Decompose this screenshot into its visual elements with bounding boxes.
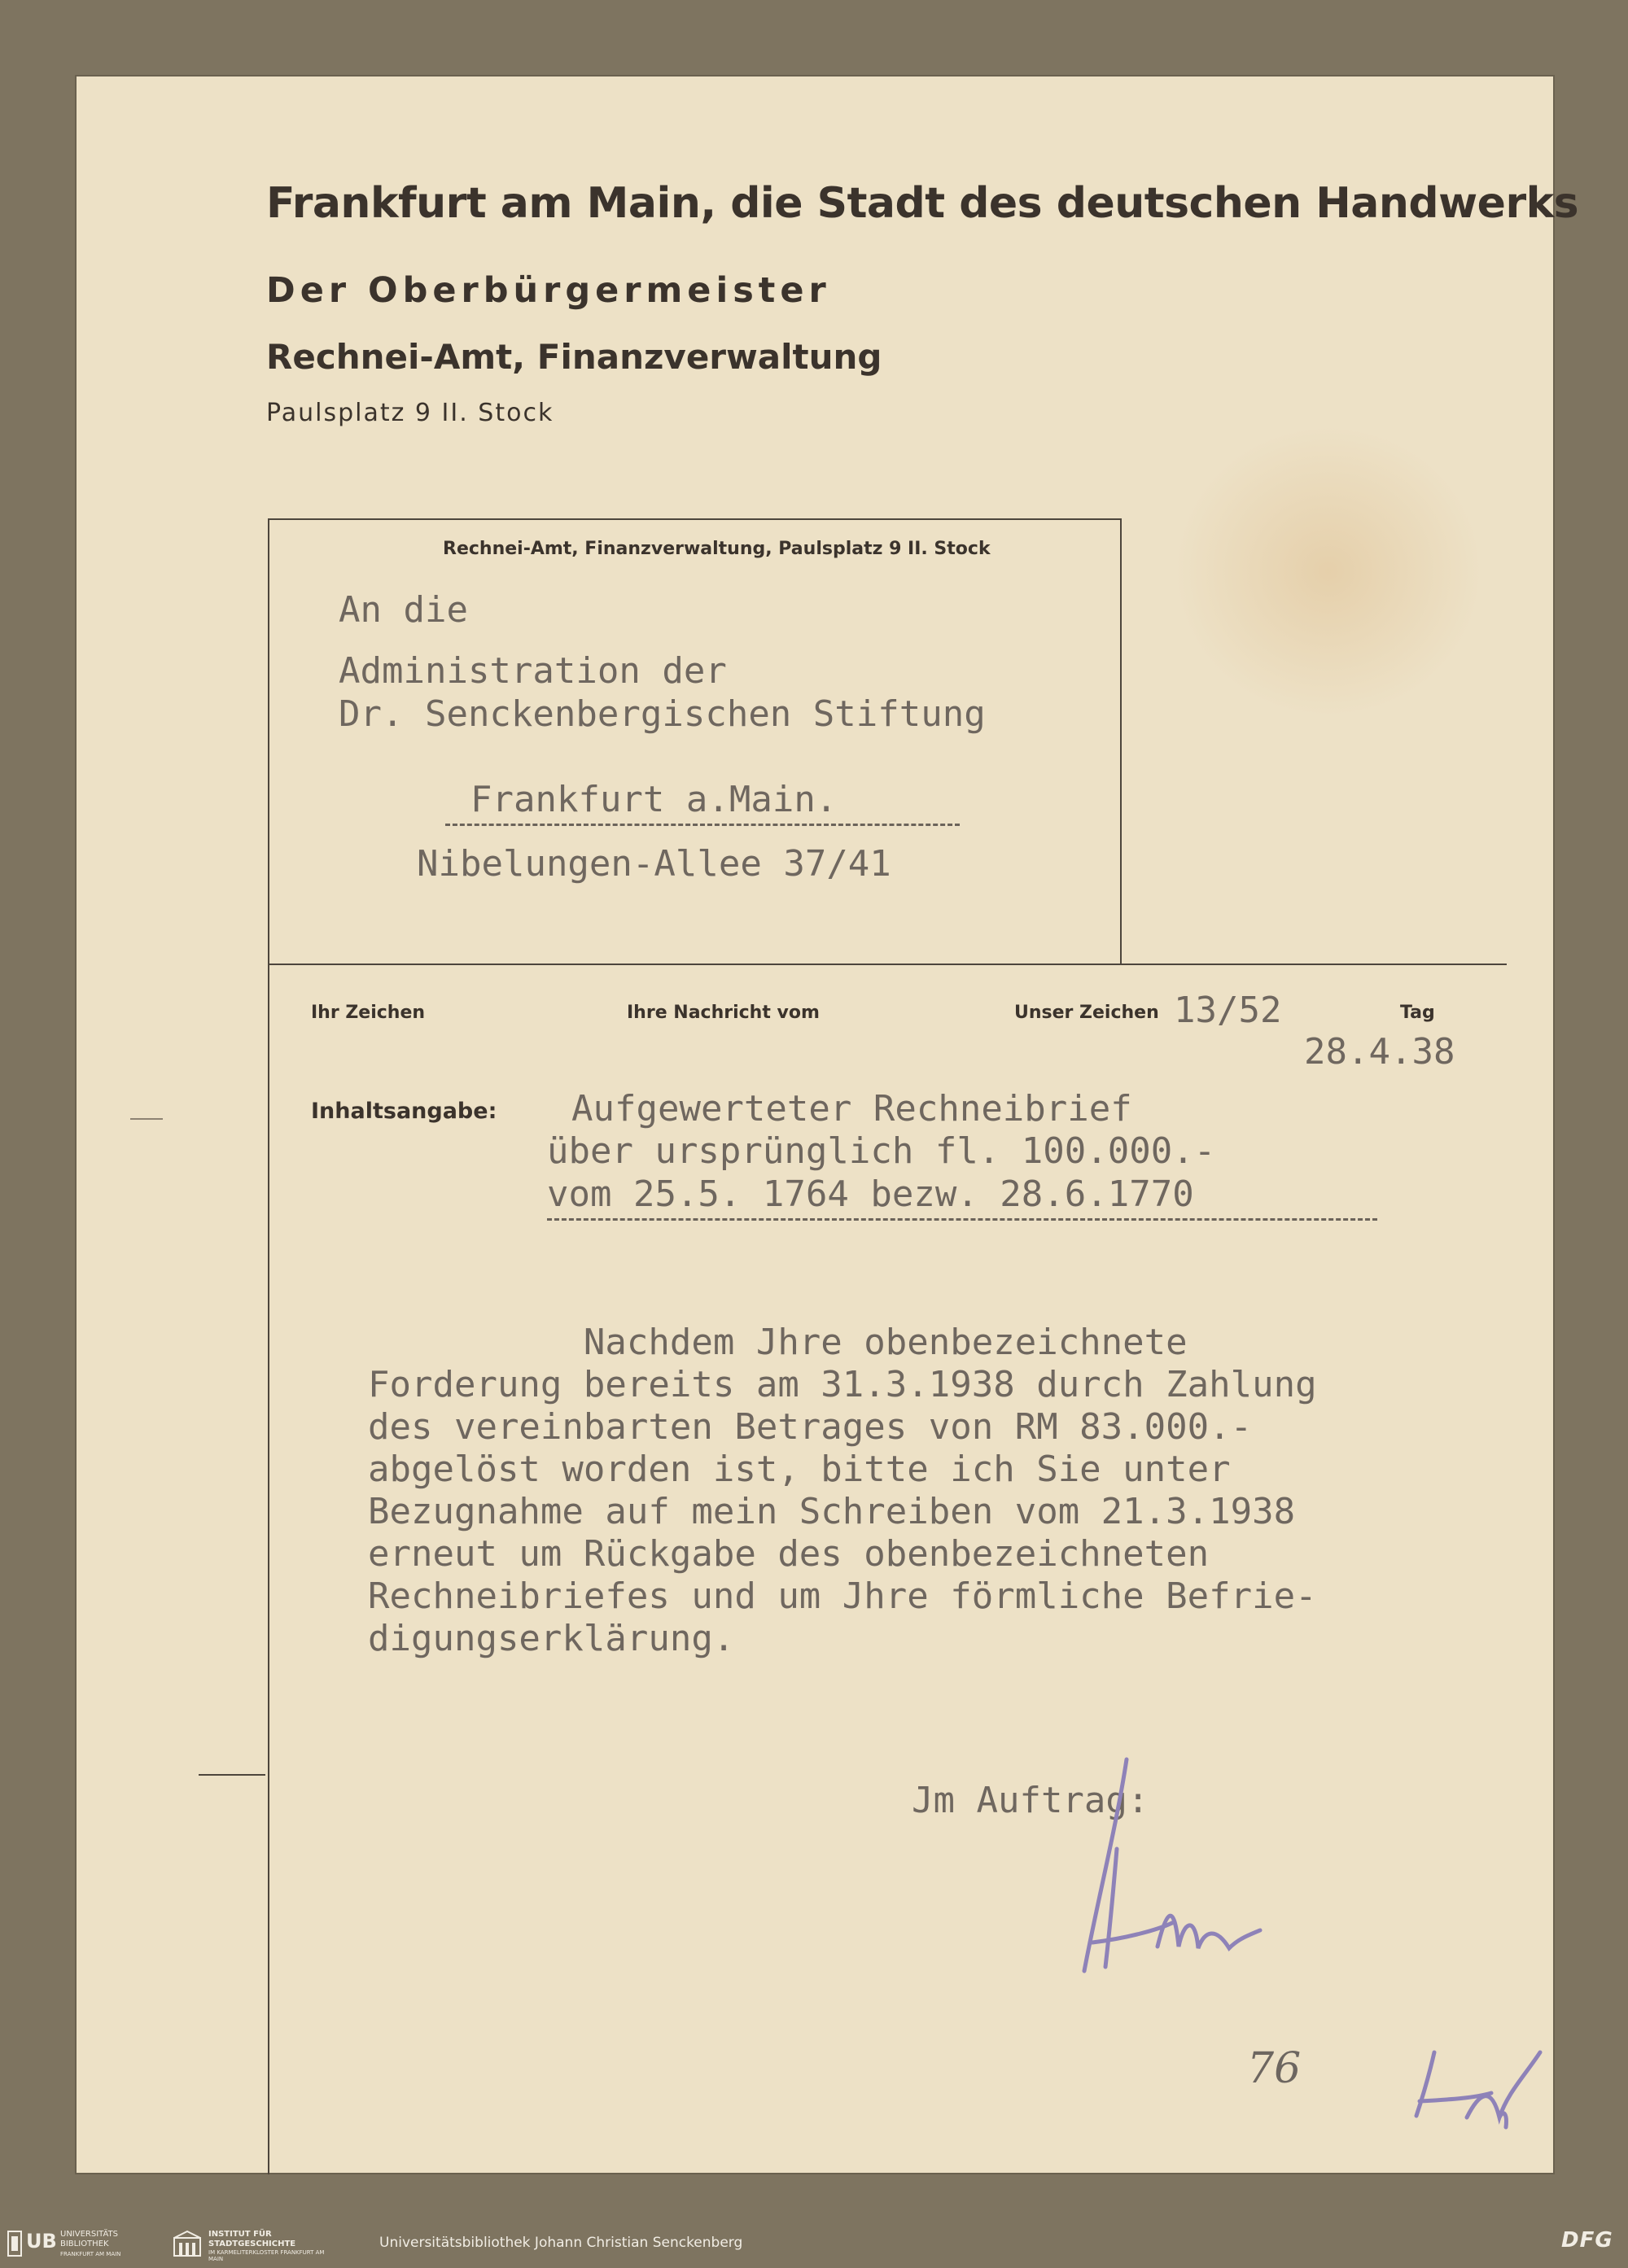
body-line: abgelöst worden ist, bitte ich Sie unter	[368, 1449, 1231, 1490]
tag-label: Tag	[1400, 1003, 1435, 1023]
recipient-line-5: Nibelungen-Allee 37/41	[417, 843, 891, 885]
tag-value: 28.4.38	[1304, 1031, 1455, 1073]
institut-sub: IM KARMELITERKLOSTER FRANKFURT AM MAIN	[208, 2249, 325, 2262]
body-line: Nachdem Jhre obenbezeichnete	[368, 1322, 1188, 1363]
recipient-line-1: An die	[339, 589, 468, 631]
address-box-right-edge	[1120, 518, 1122, 964]
left-margin-rule	[268, 518, 269, 2174]
recipient-line-4: Frankfurt a.Main.	[470, 779, 838, 820]
dfg-logo: DFG	[1561, 2228, 1613, 2253]
ub-logo	[7, 2230, 153, 2259]
letterhead-city-line: Frankfurt am Main, die Stadt des deutschen Handwerks	[266, 179, 1579, 228]
letterhead-address: Paulsplatz 9 II. Stock	[266, 399, 554, 427]
building-icon	[173, 2230, 202, 2257]
ihre-nachricht-label: Ihre Nachricht vom	[627, 1003, 820, 1023]
subject-line-3: vom 25.5. 1764 bezw. 28.6.1770	[547, 1173, 1194, 1215]
ihr-zeichen-label: Ihr Zeichen	[311, 1003, 426, 1023]
unser-zeichen-value: 13/52	[1174, 990, 1282, 1031]
fold-mark-upper	[130, 1118, 163, 1120]
ub-sub: FRANKFURT AM MAIN	[60, 2251, 121, 2257]
fold-mark-lower	[199, 1774, 265, 1776]
unser-zeichen-label: Unser Zeichen	[1014, 1003, 1159, 1023]
recipient-line-2: Administration der	[339, 650, 727, 692]
signature	[1035, 1735, 1312, 1995]
body-text	[368, 1322, 1317, 1660]
letter-sheet	[75, 75, 1579, 2174]
ub-text: UNIVERSITÄTS BIBLIOTHEK	[60, 2230, 119, 2248]
recipient-underline	[445, 824, 960, 826]
letterhead-department: Rechnei-Amt, Finanzverwaltung	[266, 337, 882, 377]
institut-text: INSTITUT FÜR STADTGESCHICHTE	[208, 2230, 296, 2248]
page-number-annotation: 76	[1247, 2044, 1302, 2093]
paper-stain	[1174, 425, 1483, 718]
initials-mark	[1410, 2036, 1548, 2134]
body-line: digungserklärung.	[368, 1618, 735, 1659]
recipient-line-3: Dr. Senckenbergischen Stiftung	[339, 693, 986, 735]
subject-line-1: Aufgewerteter Rechneibrief	[571, 1088, 1132, 1130]
return-address-line: Rechnei-Amt, Finanzverwaltung, Paulsplatz 9 II. Stock	[443, 539, 991, 559]
subject-line-2: über ursprünglich fl. 100.000.-	[547, 1130, 1216, 1172]
letterhead-office: Der Oberbürgermeister	[266, 270, 831, 311]
institut-logo	[173, 2230, 344, 2262]
body-line: Rechneibriefes und um Jhre förmliche Befrie-	[368, 1575, 1317, 1617]
subject-label: Inhaltsangabe:	[311, 1099, 497, 1124]
ub-logo-icon	[7, 2230, 23, 2257]
subject-underline	[547, 1218, 1377, 1221]
ub-wordmark: UB	[26, 2230, 57, 2253]
body-line: erneut um Rückgabe des obenbezeichneten	[368, 1533, 1210, 1575]
closing-line: Jm Auftrag:	[912, 1780, 1149, 1821]
footer-bar	[0, 2210, 1628, 2268]
reference-rule	[268, 964, 1507, 965]
footer-center-text: Universitätsbibliothek Johann Christian Senckenberg	[379, 2235, 743, 2251]
body-line: Bezugnahme auf mein Schreiben vom 21.3.1938	[368, 1491, 1296, 1532]
address-box-top	[268, 518, 1122, 520]
body-line: Forderung bereits am 31.3.1938 durch Zahlung	[368, 1364, 1317, 1405]
body-line: des vereinbarten Betrages von RM 83.000.-	[368, 1406, 1253, 1448]
